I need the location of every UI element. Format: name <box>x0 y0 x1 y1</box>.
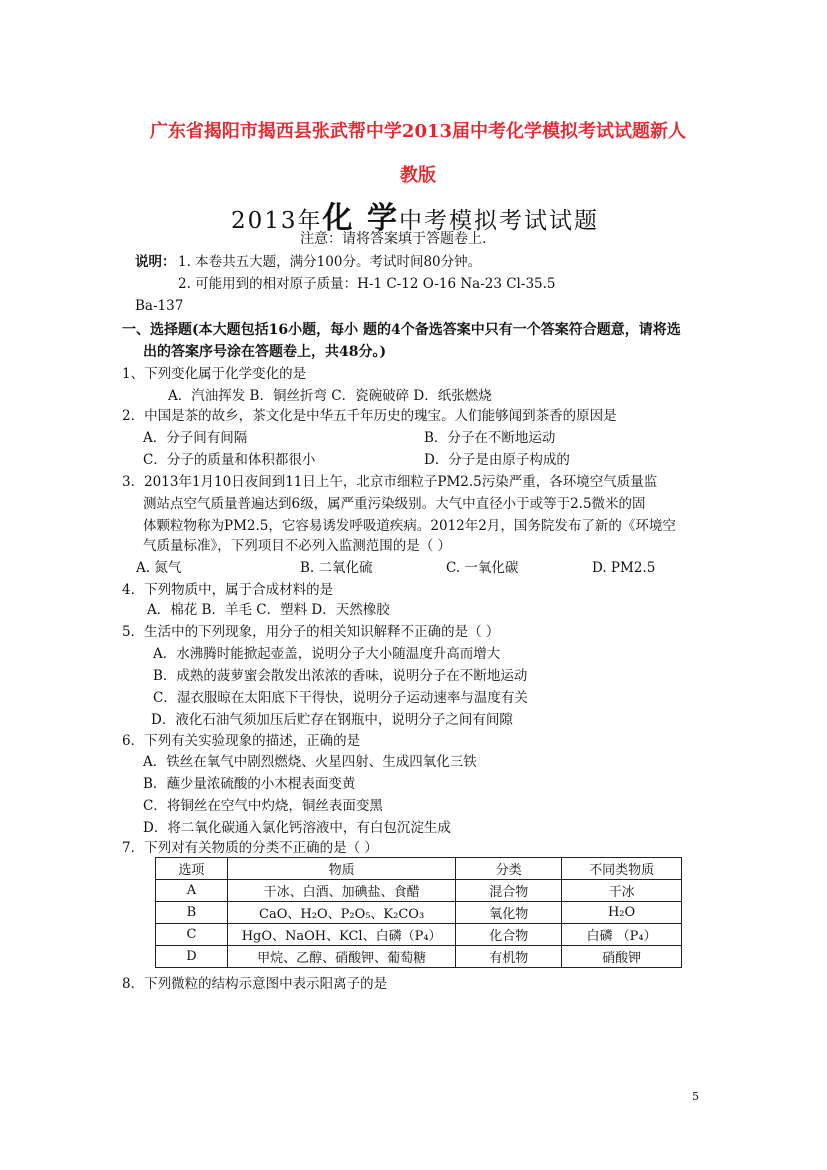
exam-title-rest: 中考模拟考试试题 <box>399 208 599 234</box>
exam-title-subject: 化 学 <box>322 201 399 236</box>
question-1: 1、下列变化属于化学变化的是 <box>122 366 307 382</box>
table-row <box>156 924 682 946</box>
table-cell: 甲烷、乙醇、硝酸钾、葡萄糖 <box>227 946 456 968</box>
table-header-cell: 物质 <box>227 858 456 880</box>
question-2-option-c: C．分子的质量和体积都很小 <box>143 452 316 468</box>
question-3-option-a: A. 氮气 <box>136 560 182 576</box>
table-cell: D <box>156 946 228 968</box>
question-6-option-c: C．将铜丝在空气中灼烧，铜丝表面变黑 <box>143 798 383 814</box>
question-5-option-d: D．液化石油气须加压后贮存在钢瓶中，说明分子之间有间隙 <box>151 712 513 728</box>
question-2: 2．中国是茶的故乡，茶文化是中华五千年历史的瑰宝。人们能够闻到茶香的原因是 <box>122 408 617 424</box>
document-title <box>118 110 718 198</box>
question-3-line1: 3．2013年1月10日夜间到11日上午，北京市细粒子PM2.5污染严重，各环境空气质量监 <box>122 474 658 490</box>
question-6-option-a: A．铁丝在氧气中剧烈燃烧、火星四射、生成四氧化三铁 <box>143 754 477 770</box>
question-4: 4．下列物质中，属于合成材料的是 <box>122 582 334 598</box>
table-row <box>156 946 682 968</box>
question-2-option-a: A．分子间有间隔 <box>143 430 248 446</box>
table-cell: 有机物 <box>456 946 562 968</box>
table-cell: H₂O <box>562 902 682 924</box>
question-5: 5．生活中的下列现象，用分子的相关知识解释不正确的是（ ） <box>122 624 500 640</box>
table-row <box>156 902 682 924</box>
page-number: 5 <box>692 1090 699 1103</box>
question-8: 8．下列微粒的结构示意图中表示阳离子的是 <box>122 976 388 992</box>
question-3-option-d: D. PM2.5 <box>592 560 656 576</box>
table-header-cell: 分类 <box>456 858 562 880</box>
table-cell: 硝酸钾 <box>562 946 682 968</box>
question-3-line3: 体颗粒物称为PM2.5，它容易诱发呼吸道疾病。2012年2月，国务院发布了新的《环境空 <box>143 518 676 534</box>
question-4-options: A．棉花 B．羊毛 C．塑料 D．天然橡胶 <box>147 602 390 618</box>
table-cell: 白磷 （P₄） <box>562 924 682 946</box>
question-1-options: A．汽油挥发 B．铜丝折弯 C．瓷碗破碎 D．纸张燃烧 <box>168 388 492 404</box>
table-cell: 化合物 <box>456 924 562 946</box>
question-5-option-c: C．湿衣服晾在太阳底下干得快，说明分子运动速率与温度有关 <box>153 690 528 706</box>
question-3-line4: 气质量标准》，下列项目不必列入监测范围的是（ ） <box>143 538 452 554</box>
explain-1: 1. 本卷共五大题，满分100分。考试时间80分钟。 <box>178 254 482 270</box>
table-header-cell: 不同类物质 <box>562 858 682 880</box>
question-6-option-b: B．蘸少量浓硫酸的小木棍表面变黄 <box>143 776 356 792</box>
table-cell: C <box>156 924 228 946</box>
question-3-option-c: C. 一氧化碳 <box>446 560 519 576</box>
table-row <box>156 880 682 902</box>
table-cell: 干冰 <box>562 880 682 902</box>
question-3-line2: 测站点空气质量普遍达到6级，属严重污染级别。大气中直径小于或等于2.5微米的固 <box>143 496 646 512</box>
classification-table <box>155 857 682 968</box>
table-cell: 混合物 <box>456 880 562 902</box>
exam-notice: 注意：请将答案填于答题卷上. <box>300 231 487 247</box>
question-6-option-d: D．将二氧化碳通入氯化钙溶液中，有白包沉淀生成 <box>143 820 451 836</box>
table-header-row <box>156 858 682 880</box>
table-cell: CaO、H₂O、P₂O₅、K₂CO₃ <box>227 902 456 924</box>
question-2-option-d: D．分子是由原子构成的 <box>424 452 570 468</box>
table-cell: A <box>156 880 228 902</box>
exam-title-year: 2013年 <box>231 208 323 234</box>
question-3-option-b: B. 二氧化硫 <box>300 560 373 576</box>
explain-2: 2. 可能用到的相对原子质量：H-1 C-12 O-16 Na-23 Cl-35.5 <box>178 276 556 292</box>
section-1-heading-cont: 出的答案序号涂在答题卷上，共48分。) <box>143 344 387 360</box>
document-title-line1: 广东省揭阳市揭西县张武帮中学2013届中考化学模拟考试试题新人 <box>149 121 687 142</box>
question-5-option-b: B．成熟的菠萝蜜会散发出浓浓的香味，说明分子在不断地运动 <box>153 668 528 684</box>
table-cell: 干冰、白酒、加碘盐、食醋 <box>227 880 456 902</box>
explain-label: 说明： <box>135 254 176 270</box>
question-6: 6．下列有关实验现象的描述，正确的是 <box>122 733 361 749</box>
table-cell: 氧化物 <box>456 902 562 924</box>
question-7: 7．下列对有关物质的分类不正确的是（ ） <box>122 840 378 856</box>
question-2-option-b: B．分子在不断地运动 <box>424 430 556 446</box>
table-cell: B <box>156 902 228 924</box>
table-header-cell: 选项 <box>156 858 228 880</box>
table-cell: HgO、NaOH、KCl、白磷（P₄） <box>227 924 456 946</box>
question-5-option-a: A．水沸腾时能掀起壶盖，说明分子大小随温度升高而增大 <box>153 646 501 662</box>
explain-3: Ba-137 <box>135 298 184 314</box>
document-title-line2: 教版 <box>400 165 436 186</box>
section-1-heading: 一、选择题(本大题包括16小题，每小 题的4个备选答案中只有一个答案符合题意，请将选 <box>122 322 681 338</box>
